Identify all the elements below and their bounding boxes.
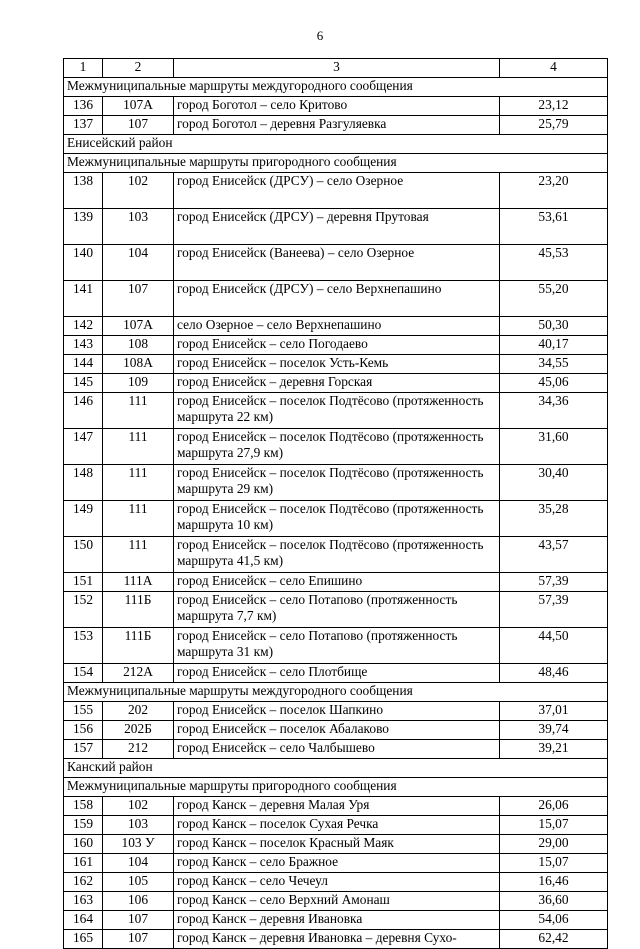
route-length-value: 23,20	[500, 173, 608, 209]
row-number: 161	[64, 854, 103, 873]
route-row	[64, 97, 608, 116]
row-number: 164	[64, 911, 103, 930]
route-row	[64, 835, 608, 854]
section-title: Межмуниципальные маршруты пригородного сообщения	[64, 154, 608, 173]
route-number: 108	[103, 336, 174, 355]
row-number: 151	[64, 573, 103, 592]
route-number: 111А	[103, 573, 174, 592]
section-title: Межмуниципальные маршруты пригородного сообщения	[64, 778, 608, 797]
route-row	[64, 173, 608, 209]
route-number: 111	[103, 393, 174, 429]
route-number: 107А	[103, 97, 174, 116]
route-row	[64, 592, 608, 628]
route-row	[64, 892, 608, 911]
route-name: город Енисейск – село Погодаево	[174, 336, 500, 355]
route-name: город Канск – село Чечеул	[174, 873, 500, 892]
route-name: город Канск – поселок Сухая Речка	[174, 816, 500, 835]
route-name: город Енисейск (ДРСУ) – деревня Прутовая	[174, 209, 500, 245]
route-name: город Енисейск – поселок Подтёсово (протяженность маршрута 27,9 км)	[174, 429, 500, 465]
table-header-row	[64, 59, 608, 78]
route-row	[64, 816, 608, 835]
row-number: 160	[64, 835, 103, 854]
route-length-value: 36,60	[500, 892, 608, 911]
route-row	[64, 930, 608, 949]
route-row	[64, 740, 608, 759]
route-number: 212	[103, 740, 174, 759]
route-length-value: 45,06	[500, 374, 608, 393]
route-number: 109	[103, 374, 174, 393]
route-number: 202Б	[103, 721, 174, 740]
row-number: 148	[64, 465, 103, 501]
route-number: 104	[103, 854, 174, 873]
route-row	[64, 797, 608, 816]
routes-table	[63, 58, 608, 949]
route-length-value: 39,21	[500, 740, 608, 759]
route-length-value: 40,17	[500, 336, 608, 355]
route-name: город Енисейск – село Епишино	[174, 573, 500, 592]
row-number: 146	[64, 393, 103, 429]
route-number: 108А	[103, 355, 174, 374]
route-name: город Енисейск – поселок Подтёсово (протяженность маршрута 22 км)	[174, 393, 500, 429]
route-name: город Енисейск (ДРСУ) – село Верхнепашино	[174, 281, 500, 317]
route-length-value: 25,79	[500, 116, 608, 135]
row-number: 157	[64, 740, 103, 759]
section-row	[64, 135, 608, 154]
row-number: 149	[64, 501, 103, 537]
route-row	[64, 854, 608, 873]
row-number: 154	[64, 664, 103, 683]
route-name: город Енисейск – поселок Подтёсово (протяженность маршрута 41,5 км)	[174, 537, 500, 573]
route-row	[64, 465, 608, 501]
row-number: 145	[64, 374, 103, 393]
row-number: 156	[64, 721, 103, 740]
route-number: 103	[103, 816, 174, 835]
route-number: 107	[103, 911, 174, 930]
route-row	[64, 281, 608, 317]
route-number: 102	[103, 173, 174, 209]
section-row	[64, 78, 608, 97]
route-number: 103	[103, 209, 174, 245]
route-row	[64, 374, 608, 393]
row-number: 163	[64, 892, 103, 911]
route-length-value: 57,39	[500, 573, 608, 592]
route-number: 111	[103, 501, 174, 537]
row-number: 140	[64, 245, 103, 281]
route-name: город Енисейск (Ванеева) – село Озерное	[174, 245, 500, 281]
route-row	[64, 664, 608, 683]
route-row	[64, 317, 608, 336]
route-number: 104	[103, 245, 174, 281]
route-number: 212А	[103, 664, 174, 683]
section-title: Межмуниципальные маршруты междугородного сообщения	[64, 78, 608, 97]
route-number: 111	[103, 537, 174, 573]
section-row	[64, 683, 608, 702]
route-length-value: 53,61	[500, 209, 608, 245]
route-length-value: 31,60	[500, 429, 608, 465]
route-length-value: 54,06	[500, 911, 608, 930]
route-name: город Канск – село Бражное	[174, 854, 500, 873]
route-length-value: 55,20	[500, 281, 608, 317]
row-number: 158	[64, 797, 103, 816]
page-number: 6	[316, 28, 324, 43]
row-number: 147	[64, 429, 103, 465]
route-length-value: 29,00	[500, 835, 608, 854]
route-number: 111Б	[103, 592, 174, 628]
row-number: 141	[64, 281, 103, 317]
route-name: город Енисейск – поселок Шапкино	[174, 702, 500, 721]
row-number: 143	[64, 336, 103, 355]
row-number: 142	[64, 317, 103, 336]
route-name: город Боготол – село Критово	[174, 97, 500, 116]
route-number: 106	[103, 892, 174, 911]
section-row	[64, 154, 608, 173]
route-row	[64, 702, 608, 721]
section-row	[64, 778, 608, 797]
row-number: 159	[64, 816, 103, 835]
route-name: город Енисейск – село Потапово (протяженность маршрута 31 км)	[174, 628, 500, 664]
route-number: 103 У	[103, 835, 174, 854]
route-row	[64, 209, 608, 245]
section-title: Межмуниципальные маршруты междугородного сообщения	[64, 683, 608, 702]
route-row	[64, 116, 608, 135]
route-length-value: 23,12	[500, 97, 608, 116]
route-name: город Енисейск – поселок Абалаково	[174, 721, 500, 740]
route-name: село Озерное – село Верхнепашино	[174, 317, 500, 336]
row-number: 155	[64, 702, 103, 721]
route-name: город Енисейск – село Потапово (протяженность маршрута 7,7 км)	[174, 592, 500, 628]
route-name: город Канск – деревня Малая Уря	[174, 797, 500, 816]
route-length-value: 44,50	[500, 628, 608, 664]
route-name: город Канск – деревня Ивановка	[174, 911, 500, 930]
row-number: 162	[64, 873, 103, 892]
route-length-value: 35,28	[500, 501, 608, 537]
route-length-value: 48,46	[500, 664, 608, 683]
row-number: 139	[64, 209, 103, 245]
section-row	[64, 759, 608, 778]
route-number: 111	[103, 465, 174, 501]
route-row	[64, 911, 608, 930]
route-length-value: 30,40	[500, 465, 608, 501]
column-header: 2	[103, 59, 174, 78]
row-number: 136	[64, 97, 103, 116]
column-header: 4	[500, 59, 608, 78]
route-name: город Енисейск – поселок Усть-Кемь	[174, 355, 500, 374]
route-name: город Канск – село Верхний Амонаш	[174, 892, 500, 911]
route-number: 107	[103, 281, 174, 317]
column-header: 3	[174, 59, 500, 78]
route-length-value: 45,53	[500, 245, 608, 281]
route-row	[64, 537, 608, 573]
route-name: город Енисейск – село Плотбище	[174, 664, 500, 683]
row-number: 153	[64, 628, 103, 664]
row-number: 165	[64, 930, 103, 949]
route-number: 202	[103, 702, 174, 721]
route-number: 111	[103, 429, 174, 465]
route-row	[64, 721, 608, 740]
route-row	[64, 245, 608, 281]
row-number: 137	[64, 116, 103, 135]
route-length-value: 43,57	[500, 537, 608, 573]
route-number: 107	[103, 930, 174, 949]
route-number: 105	[103, 873, 174, 892]
route-row	[64, 873, 608, 892]
route-length-value: 39,74	[500, 721, 608, 740]
route-row	[64, 336, 608, 355]
route-name: город Енисейск – село Чалбышево	[174, 740, 500, 759]
route-length-value: 34,36	[500, 393, 608, 429]
route-name: город Канск – поселок Красный Маяк	[174, 835, 500, 854]
route-number: 102	[103, 797, 174, 816]
route-name: город Енисейск – поселок Подтёсово (протяженность маршрута 29 км)	[174, 465, 500, 501]
row-number: 144	[64, 355, 103, 374]
row-number: 152	[64, 592, 103, 628]
row-number: 138	[64, 173, 103, 209]
route-name: город Енисейск – деревня Горская	[174, 374, 500, 393]
route-length-value: 57,39	[500, 592, 608, 628]
route-length-value: 16,46	[500, 873, 608, 892]
route-name: город Боготол – деревня Разгуляевка	[174, 116, 500, 135]
route-row	[64, 501, 608, 537]
route-row	[64, 573, 608, 592]
route-row	[64, 429, 608, 465]
route-row	[64, 393, 608, 429]
section-title: Енисейский район	[64, 135, 608, 154]
route-number: 111Б	[103, 628, 174, 664]
row-number: 150	[64, 537, 103, 573]
route-name: город Енисейск (ДРСУ) – село Озерное	[174, 173, 500, 209]
route-length-value: 15,07	[500, 854, 608, 873]
section-title: Канский район	[64, 759, 608, 778]
route-number: 107	[103, 116, 174, 135]
route-name: город Енисейск – поселок Подтёсово (протяженность маршрута 10 км)	[174, 501, 500, 537]
route-row	[64, 355, 608, 374]
route-length-value: 34,55	[500, 355, 608, 374]
route-length-value: 50,30	[500, 317, 608, 336]
route-length-value: 37,01	[500, 702, 608, 721]
column-header: 1	[64, 59, 103, 78]
route-name: город Канск – деревня Ивановка – деревня Сухо-	[174, 930, 500, 949]
route-number: 107А	[103, 317, 174, 336]
route-row	[64, 628, 608, 664]
route-length-value: 62,42	[500, 930, 608, 949]
route-length-value: 26,06	[500, 797, 608, 816]
route-length-value: 15,07	[500, 816, 608, 835]
